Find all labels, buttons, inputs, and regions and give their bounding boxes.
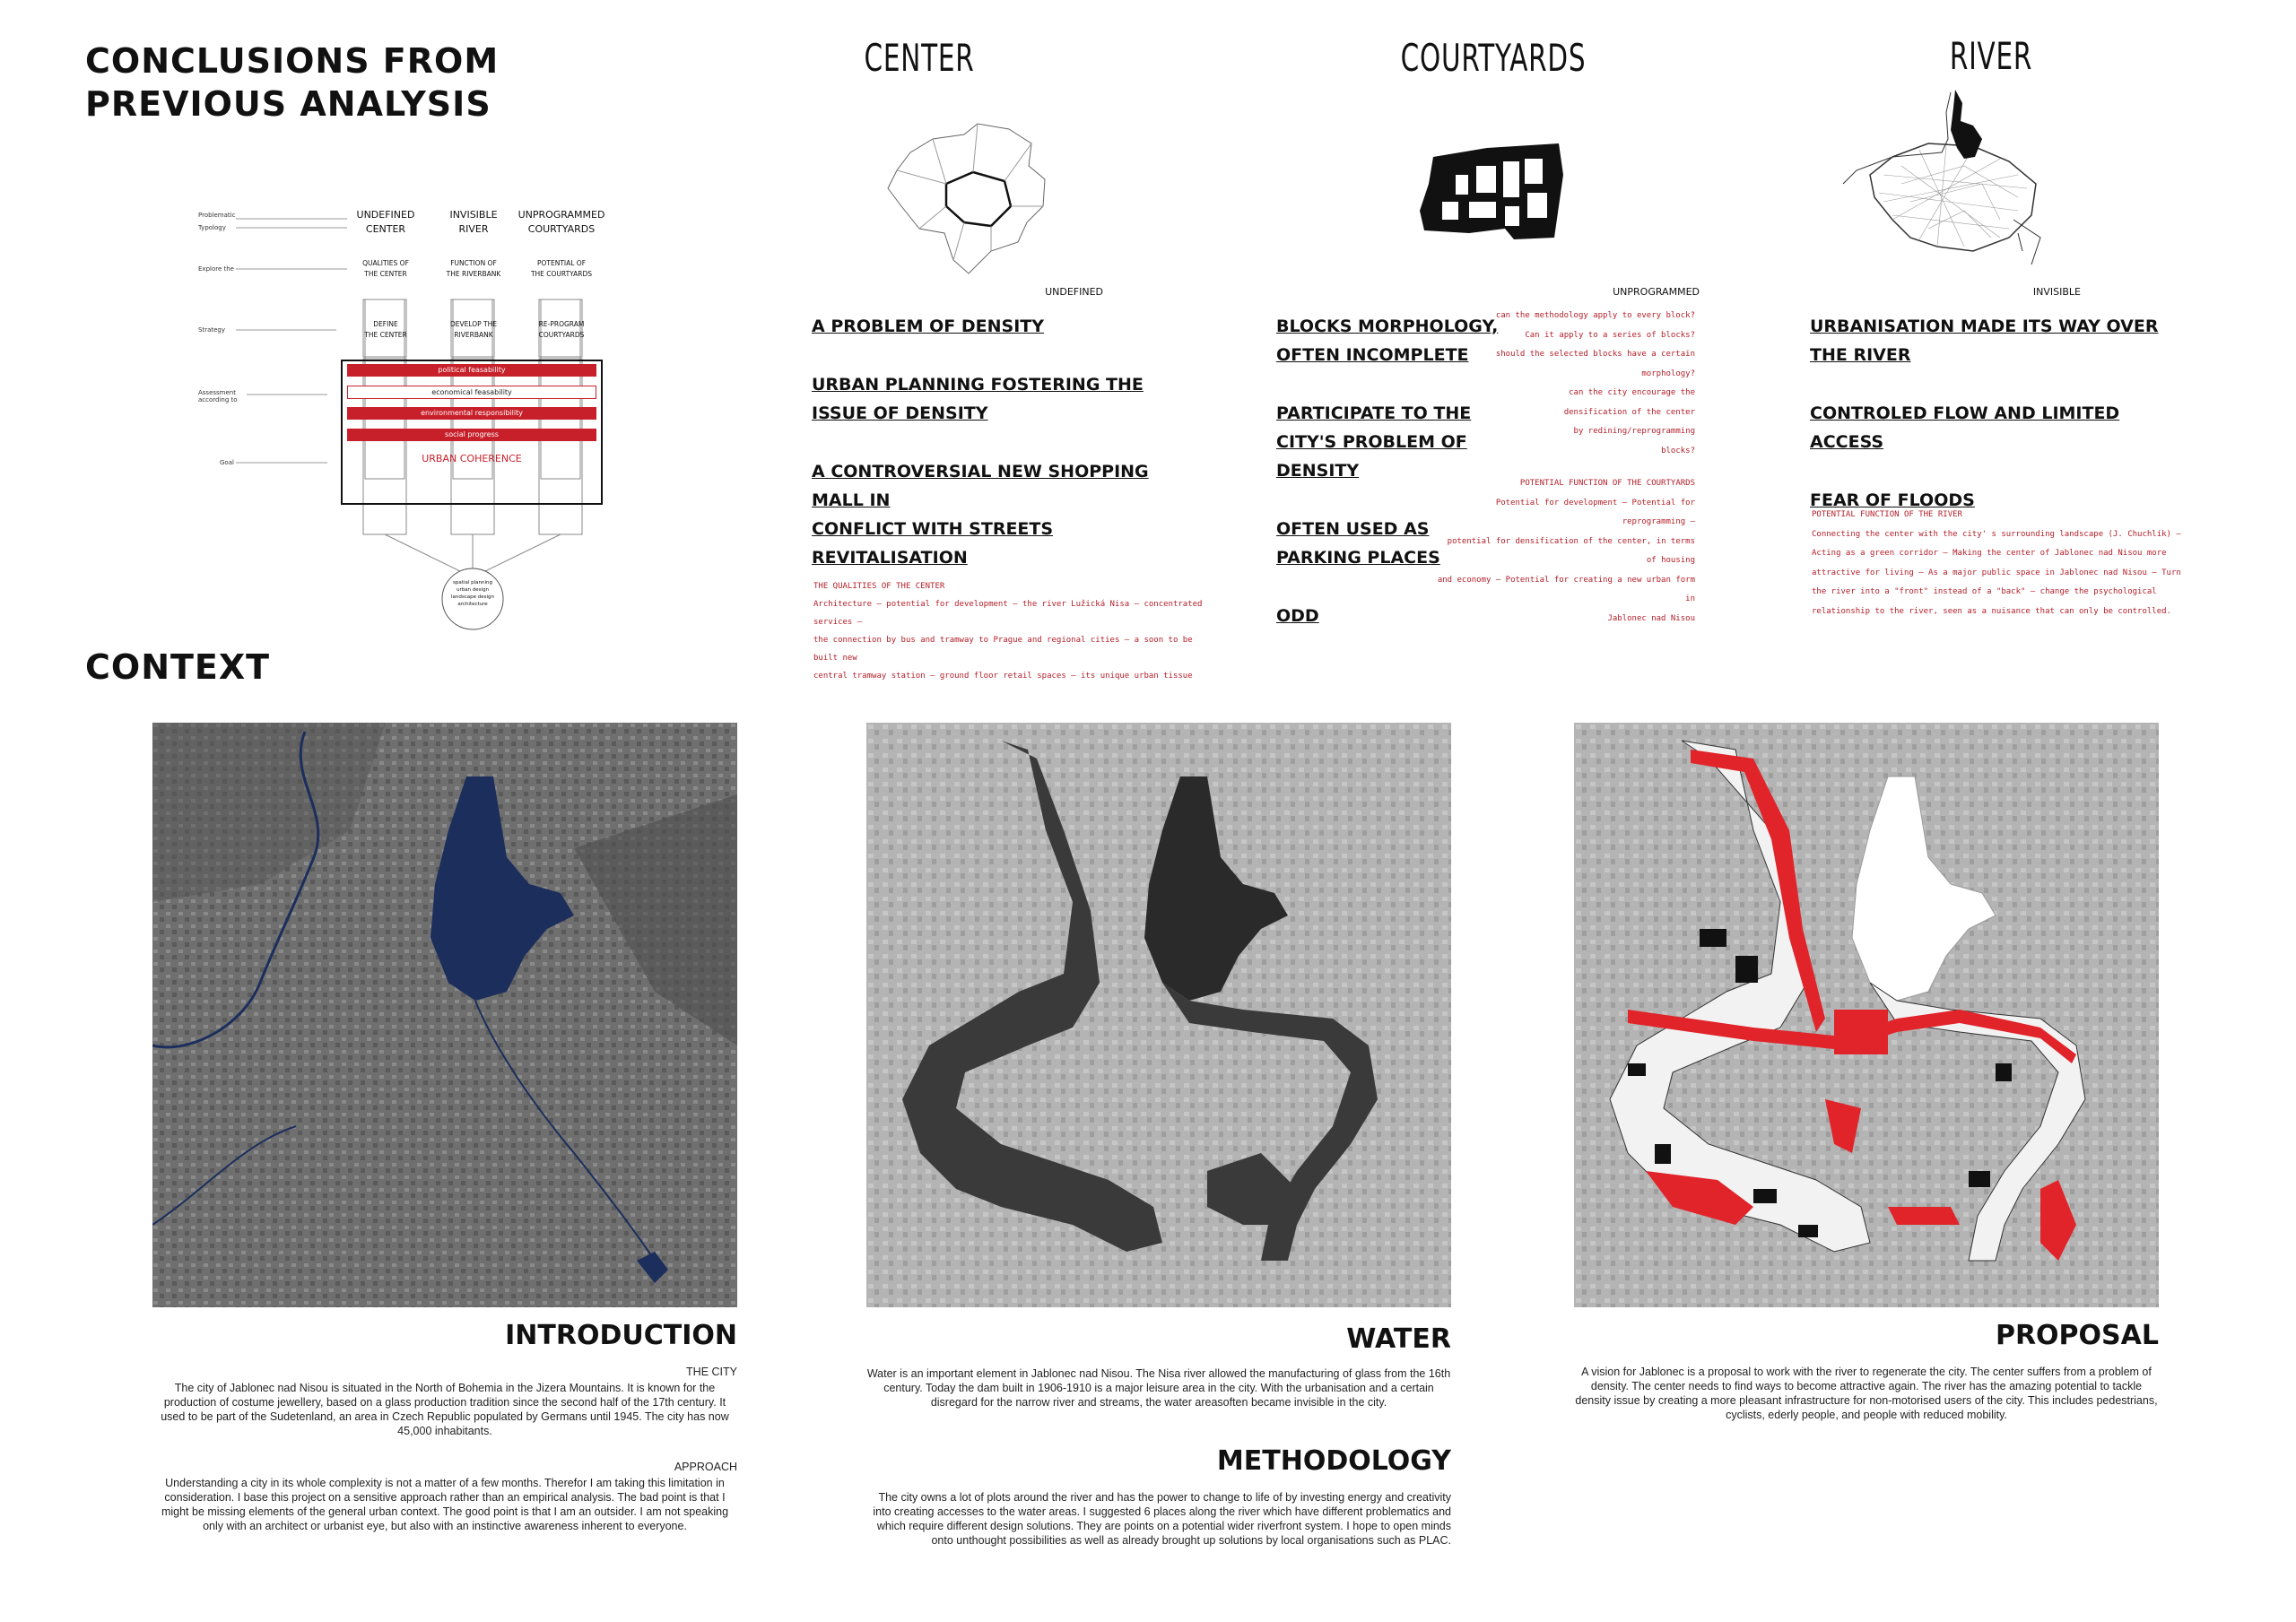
- center-bullet-2: URBAN PLANNING FOSTERING THE ISSUE OF DENSITY: [812, 375, 1144, 423]
- river-bullet-3: FEAR OF FLOODS: [1810, 490, 1975, 510]
- water-text: Water is an important element in Jablonec nad Nisou. The Nisa river allowed the manufacturing of glass from the 16th century. Today the dam built in 1906-1910 is a major leisure area in the city. With the urbanisation and a certain disregard for the narrow river and streams, the water areasoften became invisible in the city.: [866, 1367, 1451, 1409]
- river-potential-title: POTENTIAL FUNCTION OF THE RIVER: [1812, 510, 1962, 519]
- row-label-assessment: Assessment according to: [198, 389, 238, 403]
- center-bullet-1: A PROBLEM OF DENSITY: [812, 317, 1044, 336]
- center-outline-map: [883, 117, 1063, 278]
- introduction-title: INTRODUCTION: [505, 1320, 737, 1351]
- river-tag: INVISIBLE: [2032, 286, 2081, 298]
- col-river-strategy: DEVELOP THE RIVERBANK: [449, 320, 498, 339]
- methodology-text: The city owns a lot of plots around the river and has the power to change to life of by investing energy and creativity into creating accesses to the water areas. I suggested 6 places along the river which have different problematics and which require different design solutions. They are points on a potential wider riverfront system. I hope to open minds onto unthought possibilities as well as already brought up solutions by local organisations such as PLAC.: [873, 1491, 1451, 1547]
- strategy-diagram: [193, 206, 641, 637]
- bar-social: social progress: [347, 429, 596, 441]
- context-title: CONTEXT: [85, 647, 271, 687]
- title-line-1: CONCLUSIONS FROM: [85, 41, 500, 81]
- center-tag: UNDEFINED: [1045, 286, 1103, 298]
- col-courtyards-explore: POTENTIAL OF THE COURTYARDS: [530, 259, 593, 278]
- page-title: [85, 39, 499, 126]
- courtyards-tag: UNPROGRAMMED: [1613, 286, 1700, 298]
- river-potential: POTENTIAL FUNCTION OF THE RIVER Connecting the center with the city' s surrounding landscape (J. Chuchlík) – Acting as a green corridor – Making the center of Jablonec nad Nisou more attractive for living – As a major public space in Jablonec nad Nisou – Turn the river into a "front" instead of a "back" – change the psychological relationship to the river, seen as a nuisance that can only be controlled.: [1812, 506, 2188, 621]
- courtyards-questions: can the methodology apply to every block? Can it apply to a series of blocks? should the selected blocks have a certain morphology? can the city encourage the densification of the center by redining/reprogramming blocks?: [1495, 311, 1695, 455]
- river-bullet-2: CONTROLED FLOW AND LIMITED ACCESS: [1810, 403, 2120, 452]
- col-courtyards-title: UNPROGRAMMED COURTYARDS: [517, 209, 605, 235]
- river-heading: RIVER: [1949, 34, 2033, 78]
- row-label-goal: Goal: [220, 459, 234, 466]
- courtyards-block-map: [1415, 139, 1568, 247]
- goal-urban-coherence: URBAN COHERENCE: [422, 453, 522, 464]
- bar-economical: economical feasability: [347, 386, 596, 399]
- title-line-2: PREVIOUS ANALYSIS: [85, 84, 491, 124]
- water-title: WATER: [1346, 1323, 1451, 1355]
- methodology-title: METHODOLOGY: [1216, 1445, 1451, 1477]
- introduction-map: [152, 723, 737, 1307]
- center-qualities: THE QUALITIES OF THE CENTER Architecture – potential for development – the river Lužická Nisa – concentrated services – the connection by bus and tramway to Prague and regional cities – a soon to be built new central tramway station – ground floor retail spaces – its unique urban tissue: [813, 577, 1208, 685]
- row-label-strategy: Strategy: [198, 326, 225, 334]
- col-courtyards-strategy: RE-PROGRAM COURTYARDS: [538, 320, 585, 339]
- col-river-title: INVISIBLE RIVER: [449, 209, 498, 235]
- center-qualities-title: THE QUALITIES OF THE CENTER: [813, 582, 945, 591]
- bar-environmental: environmental responsibility: [347, 407, 596, 420]
- courtyards-potential-title: POTENTIAL FUNCTION OF THE COURTYARDS: [1519, 479, 1695, 488]
- col-center-title: UNDEFINED CENTER: [356, 209, 415, 235]
- proposal-text: A vision for Jablonec is a proposal to work with the river to regenerate the city. The center suffers from a problem of density. The center needs to find ways to become attractive again. The river has the amazing potential to tackle density issue by creating a more pleasant infrastructure for non-motorised users of the city. This includes pedestrians, cyclists, ederly people, and people with reduced mobility.: [1575, 1366, 2158, 1421]
- proposal-title: PROPOSAL: [1995, 1320, 2159, 1351]
- center-bullet-3: A CONTROVERSIAL NEW SHOPPING MALL IN CONFLICT WITH STREETS REVITALISATION: [812, 462, 1149, 568]
- center-heading: CENTER: [864, 36, 975, 80]
- river-bullet-1: URBANISATION MADE ITS WAY OVER THE RIVER: [1810, 317, 2159, 365]
- introduction-sub-city: THE CITY: [686, 1366, 737, 1378]
- center-bullets: [812, 312, 1179, 572]
- courtyards-bullet-3: OFTEN USED AS PARKING PLACES: [1276, 519, 1440, 568]
- row-label-explore: Explore the: [198, 265, 234, 273]
- introduction-sub-approach: APPROACH: [674, 1461, 737, 1473]
- discipline-circle-text: spatial planning urban design landscape design architecture: [450, 580, 494, 607]
- row-label-problematic: Problematic: [198, 212, 236, 219]
- courtyards-bullet-1: BLOCKS MORPHOLOGY, OFTEN INCOMPLETE: [1276, 317, 1499, 365]
- introduction-text-city: The city of Jablonec nad Nisou is situated in the North of Bohemia in the Jizera Mountains. It is known for the production of costume jewellery, based on a glass production tradition since the second half of the 17th century. It used to be part of the Sudetenland, an area in Czech Republic populated by Germans until 1945. The city has now 45,000 inhabitants.: [161, 1382, 729, 1437]
- courtyards-potential: POTENTIAL FUNCTION OF THE COURTYARDS Potential for development – Potential for reprogramming – potential for densification of the center, in terms of housing and economy – Potential for creating a new urban form in Jablonec nad Nisou: [1435, 474, 1695, 629]
- col-center-strategy: DEFINE THE CENTER: [364, 320, 407, 339]
- water-map: [866, 723, 1451, 1307]
- introduction-text-approach: Understanding a city in its whole complexity is not a matter of a few months. Therefor I am taking this limitation in consideration. I base this project on a sensitive approach rather than an empirical analysis. The bad point is that I might be missing elements of the general urban context. The good point is that I am an outsider. I am not speaking only with an architect or urbanist eye, but also with an instinctive awareness inherent to everyone.: [161, 1477, 729, 1532]
- river-outline-map: [1839, 85, 2054, 273]
- courtyards-bullet-4: ODD: [1276, 606, 1319, 626]
- bar-political: political feasability: [347, 364, 596, 377]
- col-river-explore: FUNCTION OF THE RIVERBANK: [446, 259, 501, 278]
- courtyards-heading: COURTYARDS: [1400, 36, 1587, 80]
- proposal-map: [1574, 723, 2159, 1307]
- row-label-typology: Typology: [198, 224, 226, 231]
- courtyards-bullet-2: PARTICIPATE TO THE CITY'S PROBLEM OF DENSITY: [1276, 403, 1472, 481]
- river-bullets: [1810, 312, 2187, 515]
- col-center-explore: QUALITIES OF THE CENTER: [362, 259, 409, 278]
